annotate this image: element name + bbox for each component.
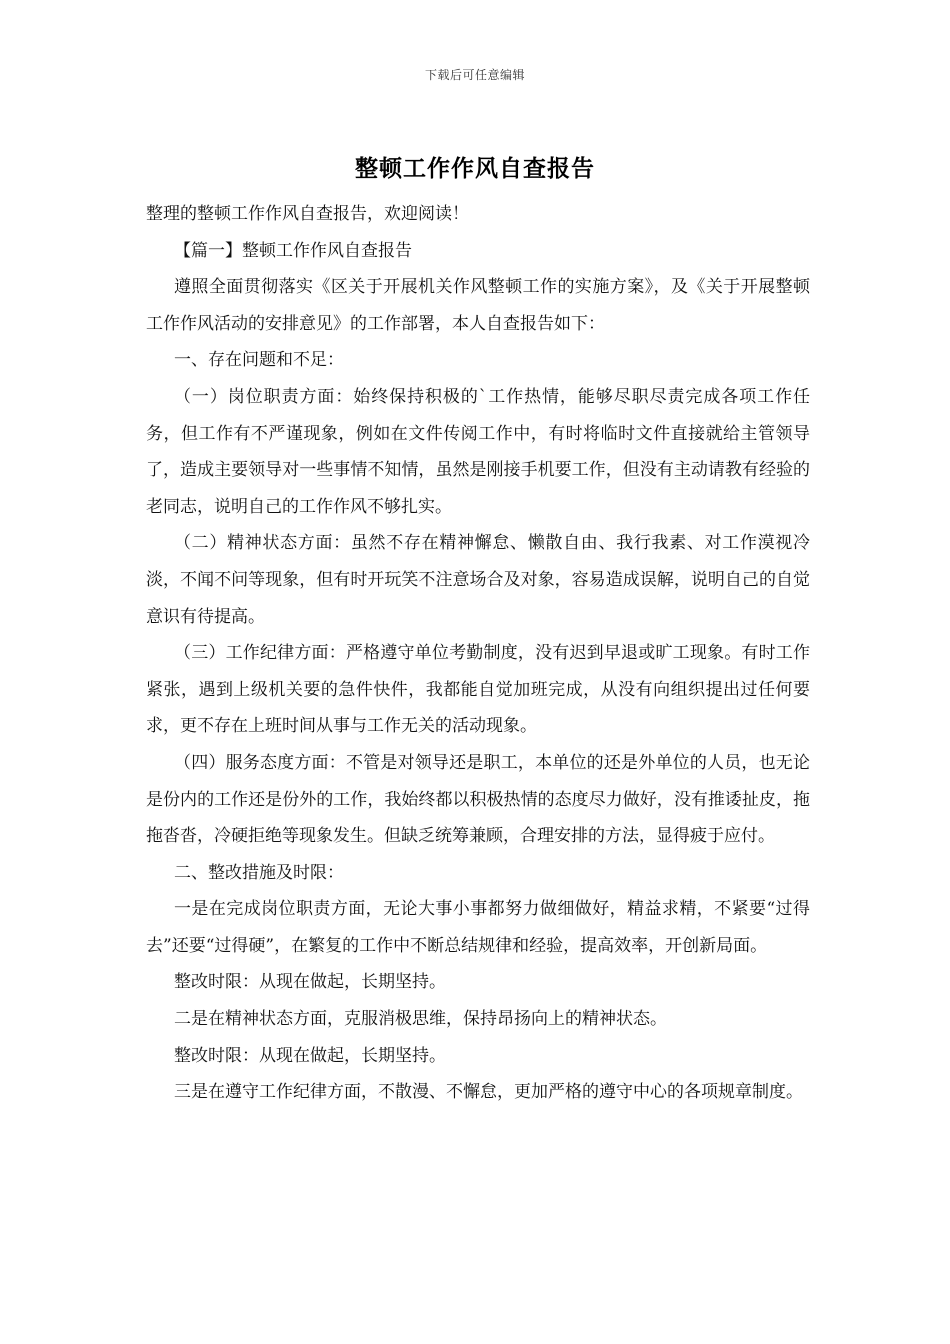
paragraph-section-heading: 【篇一】整顿工作作风自查报告 bbox=[174, 240, 412, 261]
paragraph: 三是在遵守工作纪律方面，不散漫、不懈怠，更加严格的遵守中心的各项规章制度。 bbox=[174, 1082, 803, 1103]
paragraph: （四）服务态度方面：不管是对领导还是职工，本单位的还是外单位的人员，也无论是份内的工作还是份外的工作，我始终都以积极热情的态度尽力做好，没有推诿扯皮，拖拖沓沓，冷硬拒绝等现象发生。但缺乏统筹兼顾，合理安排的方法，显得疲于应付。 bbox=[146, 752, 810, 847]
paragraph: （三）工作纪律方面：严格遵守单位考勤制度，没有迟到早退或旷工现象。有时工作紧张，遇到上级机关要的急件快件，我都能自觉加班完成，从没有向组织提出过任何要求，更不存在上班时间从事与工作无关的活动现象。 bbox=[146, 643, 810, 737]
paragraph: 二是在精神状态方面，克服消极思维，保持昂扬向上的精神状态。 bbox=[174, 1009, 667, 1030]
paragraph: （一）岗位职责方面：始终保持积极的`工作热情，能够尽职尽责完成各项工作任务，但工作有不严谨现象，例如在文件传阅工作中，有时将临时文件直接就给主管领导了，造成主要领导对一些事情不知情，虽然是刚接手机要工作，但没有主动请教有经验的老同志，说明自己的工作作风不够扎实。 bbox=[146, 386, 810, 517]
page-header-note: 下载后可任意编辑 bbox=[424, 68, 525, 82]
document-title: 整顿工作作风自查报告 bbox=[355, 155, 595, 182]
paragraph: （二）精神状态方面：虽然不存在精神懈怠、懒散自由、我行我素、对工作漠视冷淡，不闻不问等现象，但有时开玩笑不注意场合及对象，容易造成误解，说明自己的自觉意识有待提高。 bbox=[146, 533, 810, 627]
paragraph-heading-measures: 二、整改措施及时限： bbox=[174, 862, 344, 883]
paragraph-heading-problems: 一、存在问题和不足： bbox=[174, 350, 344, 371]
paragraph-intro: 整理的整顿工作作风自查报告，欢迎阅读！ bbox=[146, 204, 469, 224]
paragraph: 一是在完成岗位职责方面，无论大事小事都努力做细做好，精益求精，不紧要“过得去”还要“过得硬”，在繁复的工作中不断总结规律和经验，提高效率，开创新局面。 bbox=[146, 899, 810, 956]
paragraph: 遵照全面贯彻落实《区关于开展机关作风整顿工作的实施方案》，及《关于开展整顿工作作风活动的安排意见》的工作部署，本人自查报告如下： bbox=[146, 277, 810, 334]
paragraph-deadline: 整改时限：从现在做起，长期坚持。 bbox=[174, 1045, 446, 1066]
document-body bbox=[146, 196, 810, 1111]
paragraph-deadline: 整改时限：从现在做起，长期坚持。 bbox=[174, 972, 446, 993]
